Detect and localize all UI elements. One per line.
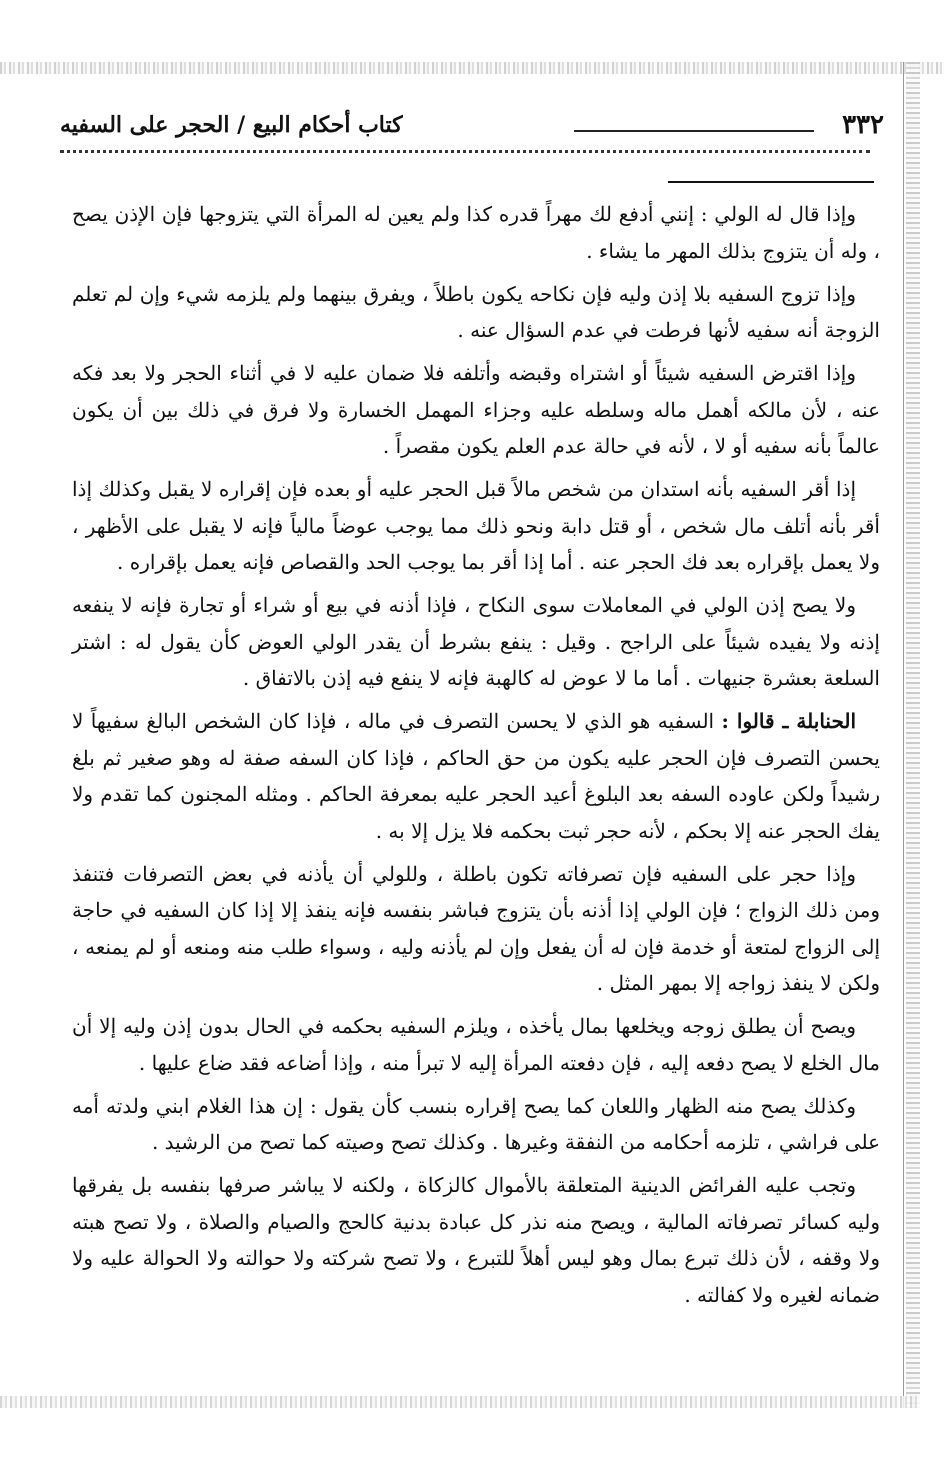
paragraph-text: ويصح أن يطلق زوجه ويخلعها بمال يأخذه ، ويلزم السفيه بحكمه في الحال بدون إذن وليه إلا أن مال الخلع لا يصح دفعه إليه ، فإن دفعته المرأة إليه لا تبرأ منه ، وإذا أضاعه فقد ضاع عليها . <box>72 1014 880 1075</box>
paragraph <box>72 276 880 349</box>
paragraph-text: وإذا حجر على السفيه فإن تصرفاته تكون باطلة ، وللولي أن يأذنه في بعض التصرفات فتنفذ ومن ذلك الزواج ؛ فإن الولي إذا أذنه بأن يتزوج فباشر بنفسه فإنه ينفذ إلا إذا كان السفيه في حاجة إلى الزواج لمتعة أو خدمة فإن له أن يفعل وإن لم يأذنه وليه ، وسواء طلب منه ومنعه أو لم يمنعه ، ولكن لا ينفذ زواجه إلا بمهر المثل . <box>72 861 880 995</box>
paragraph <box>72 355 880 465</box>
paragraph-text: وتجب عليه الفرائض الدينية المتعلقة بالأموال كالزكاة ، ولكنه لا يباشر صرفها بنفسه بل يفرقها وليه كسائر تصرفاته المالية ، ويصح منه نذر كل عبادة بدنية كالحج والصيام والصلاة ، ولا تصح هبته ولا وقفه ، لأن ذلك تبرع بمال وهو ليس أهلاً للتبرع ، ولا تصح شركته ولا حوالته ولا الحوالة عليه ولا ضمانه لغيره ولا كفالته . <box>72 1173 880 1307</box>
paragraph-text: وإذا اقترض السفيه شيئاً أو اشتراه وقبضه وأتلفه فلا ضمان عليه لا في أثناء الحجر ولا بعد فكه عنه ، لأن مالكه أهمل ماله وسلطه عليه وجزاء المهمل الخسارة ولا فرق في ذلك بين أن يكون عالماً بأنه سفيه أو لا ، لأنه في حالة عدم العلم يكون مقصراً . <box>72 361 880 458</box>
decorative-border-bottom <box>0 1396 920 1408</box>
footnote-separator-rule <box>668 181 874 183</box>
header-rule <box>574 130 814 132</box>
paragraph-text: إذا أقر السفيه بأنه استدان من شخص مالاً قبل الحجر عليه أو بعده فإن إقراره لا يقبل وكذلك إذا أقر بأنه أتلف مال شخص ، أو قتل دابة ونحو ذلك مما يوجب عوضاً مالياً فإنه لا يقبل على الأظهر ، ولا يعمل بإقراره بعد فك الحجر عنه . أما إذا أقر بما يوجب الحد والقصاص فإنه يعمل بإقراره . <box>72 477 880 574</box>
page-number: ٣٣٢ <box>842 110 884 140</box>
paragraph-text: السفيه هو الذي لا يحسن التصرف في ماله ، فإذا كان الشخص البالغ سفيهاً لا يحسن التصرف فإن الحجر عليه يكون من حق الحاكم ، فإذا كان السفه صفة له وهو صغير ثم بلغ رشيداً ولكن عاوده السفه بعد البلوغ أعيد الحجر عليه بمعرفة الحاكم . ومثله المجنون كما تقدم ولا يفك الحجر عنه إلا بحكم ، لأنه حجر ثبت بحكمه فلا يزل إلا به . <box>72 709 880 843</box>
paragraph-text: ولا يصح إذن الولي في المعاملات سوى النكاح ، فإذا أذنه في بيع أو شراء أو تجارة فإنه لا ينفعه إذنه ولا يفيده شيئاً على الراجح . وقيل : ينفع بشرط أن يقدر الولي العوض كأن يقول له : اشتر السلعة بعشرة جنيهات . أما ما لا عوض له كالهبة فإنه لا ينفع فيه إذن بالاتفاق . <box>72 593 880 690</box>
dotted-separator <box>60 150 870 153</box>
page-header <box>60 108 884 148</box>
paragraph <box>72 196 880 269</box>
paragraph <box>72 587 880 697</box>
paragraph-text: وإذا قال له الولي : إنني أدفع لك مهراً قدره كذا ولم يعين له المرأة التي يتزوجها فإن الإذن يصح ، وله أن يتزوج بذلك المهر ما يشاء . <box>72 202 880 263</box>
paragraph <box>72 856 880 1002</box>
paragraph <box>72 1008 880 1081</box>
running-title: كتاب أحكام البيع / الحجر على السفيه <box>60 112 403 138</box>
decorative-border-right <box>906 62 920 1408</box>
paragraph <box>72 1167 880 1313</box>
decorative-border-line <box>903 62 904 1408</box>
paragraph-text: وكذلك يصح منه الظهار واللعان كما يصح إقراره بنسب كأن يقول : إن هذا الغلام ابني ولدته أمه على فراشي ، تلزمه أحكامه من النفقة وغيرها . وكذلك تصح وصيته كما تصح من الرشيد . <box>72 1093 880 1154</box>
body-text <box>72 196 880 1320</box>
paragraph-text: وإذا تزوج السفيه بلا إذن وليه فإن نكاحه يكون باطلاً ، ويفرق بينهما ولم يلزمه شيء وإن لم تعلم الزوجة أنه سفيه لأنها فرطت في عدم السؤال عنه . <box>72 281 880 342</box>
paragraph <box>72 471 880 581</box>
paragraph <box>72 703 880 849</box>
paragraph-lead: الحنابلة ـ قالوا : <box>721 709 857 733</box>
decorative-border-top <box>0 62 944 74</box>
paragraph <box>72 1088 880 1161</box>
